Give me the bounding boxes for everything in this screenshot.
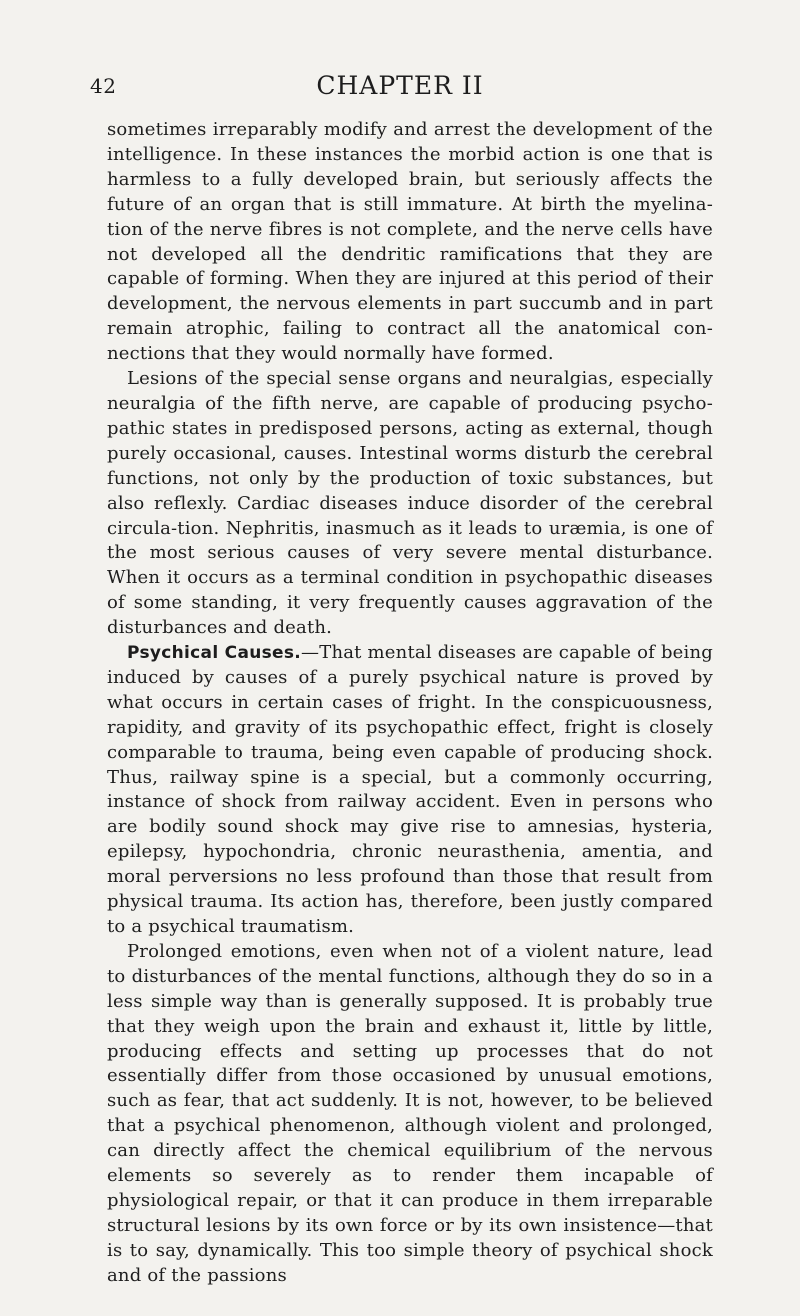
paragraph-3 [107, 641, 713, 940]
section-heading: Psychical Causes. [127, 643, 302, 664]
paragraph-1-text: sometimes irreparably modify and arrest the development of the intelligence. In these instances the morbid action is one that is harmless to a fully developed brain, but seriously affects the future of an organ that is still immature. At birth the myelina-tion of the nerve fibres is not complete, and the nerve cells have not developed all the dendritic ramifications that they are capable of forming. When they are injured at this period of their development, the nervous elements in part succumb and in part remain atrophic, failing to contract all the anatomical con-nections that they would normally have formed. [107, 119, 713, 365]
paragraph-2 [107, 367, 713, 641]
page-number: 42 [90, 74, 117, 98]
paragraph-4 [107, 940, 713, 1289]
paragraph-2-text: Lesions of the special sense organs and neuralgias, especially neuralgia of the fifth nerve, are capable of producing psycho-pathic states in predisposed persons, acting as external, though purely occasional, causes. Intestinal worms disturb the cerebral functions, not only by the production of toxic substances, but also reflexly. Cardiac diseases induce disorder of the cerebral circula-tion. Nephritis, inasmuch as it leads to uræmia, is one of the most serious causes of very severe mental disturbance. When it occurs as a terminal condition in psychopathic diseases of some standing, it very frequently causes aggravation of the disturbances and death. [107, 368, 713, 639]
paragraph-3-text: —That mental diseases are capable of being induced by causes of a purely psychical nature is proved by what occurs in certain cases of fright. In the conspicuousness, rapidity, and gravity of its psychopathic effect, fright is closely comparable to trauma, being even capable of producing shock. Thus, railway spine is a special, but a commonly occurring, instance of shock from railway accident. Even in persons who are bodily sound shock may give rise to amnesias, hysteria, epilepsy, hypochondria, chronic neurasthenia, amentia, and moral perversions no less profound than those that result from physical trauma. Its action has, therefore, been justly compared to a psychical traumatism. [107, 642, 713, 937]
chapter-title: CHAPTER II [316, 71, 484, 100]
body-text [107, 118, 713, 1289]
paragraph-1 [107, 118, 713, 367]
paragraph-4-text: Prolonged emotions, even when not of a violent nature, lead to disturbances of the mental functions, although they do so in a less simple way than is generally supposed. It is probably true that they weigh upon the brain and exhaust it, little by little, producing effects and setting up processes that do not essentially differ from those occasioned by unusual emotions, such as fear, that act suddenly. It is not, however, to be believed that a psychical phenomenon, although violent and prolonged, can directly affect the chemical equilibrium of the nervous elements so severely as to render them incapable of physiological repair, or that it can produce in them irreparable structural lesions by its own force or by its own insistence—that is to say, dynamically. This too simple theory of psychical shock and of the passions [107, 940, 713, 1286]
